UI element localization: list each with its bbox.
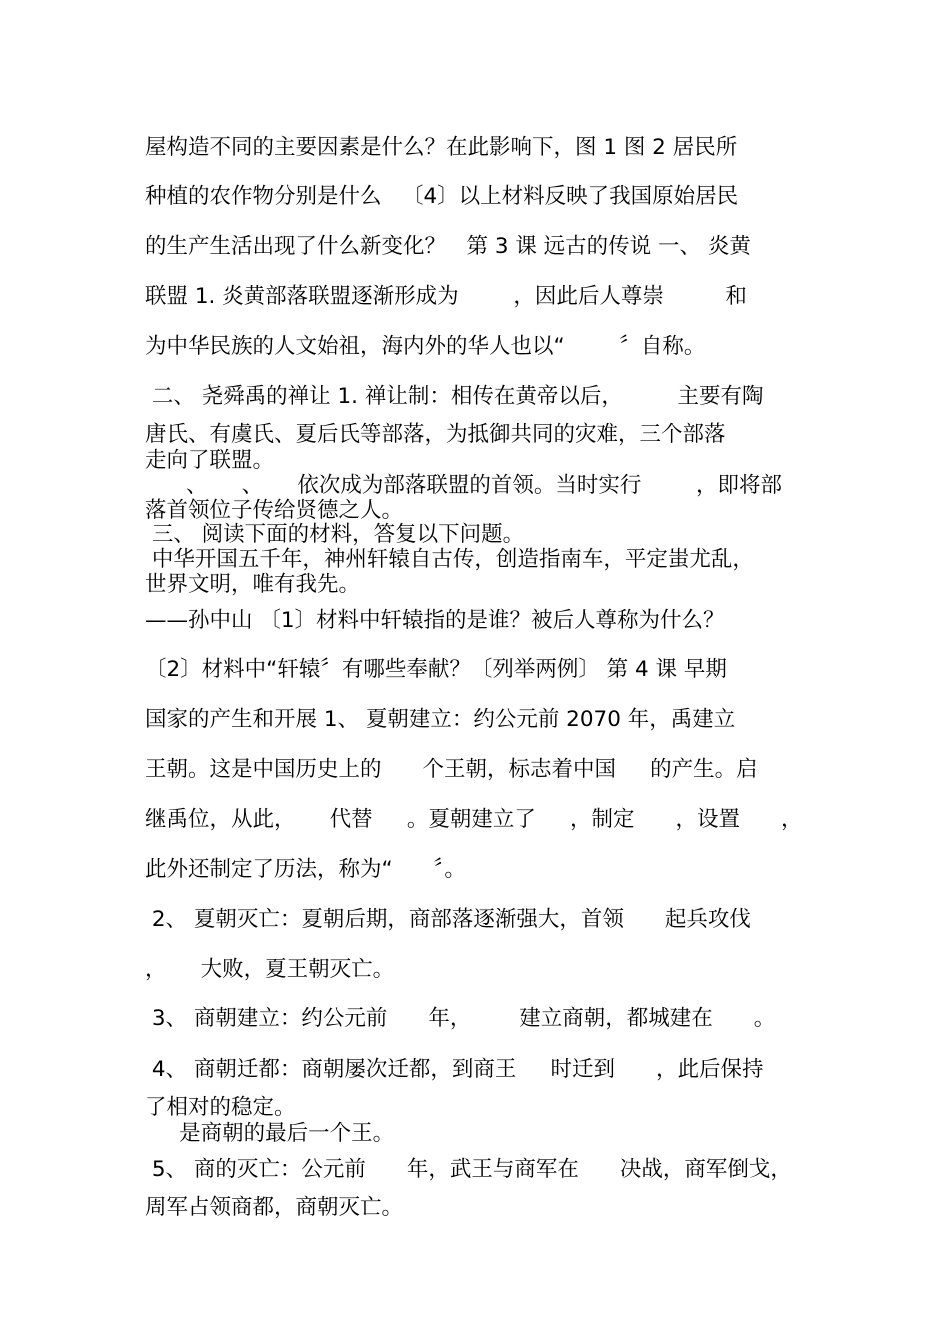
- text-line: 〔2〕材料中“轩辕〞有哪些奉献？〔列举两例〕 第 4 课 早期: [145, 657, 727, 682]
- text-line: ——孙中山 〔1〕材料中轩辕指的是谁？被后人尊称为什么？: [145, 608, 725, 633]
- text-line: 继禹位，从此， 代替 。夏朝建立了 ，制定 ，设置 ，: [145, 807, 803, 832]
- text-line: 中华开国五千年，神州轩辕自古传，创造指南车，平定蚩尤乱，: [145, 547, 754, 572]
- text-line: 2、 夏朝灭亡：夏朝后期，商部落逐渐强大，首领 起兵攻伐: [145, 907, 751, 932]
- text-line: 二、 尧舜禹的禅让 1. 禅让制：相传在黄帝以后， 主要有陶: [145, 384, 764, 409]
- text-line: 联盟 1. 炎黄部落联盟逐渐形成为 ，因此后人尊崇 和: [145, 284, 747, 309]
- text-line: 世界文明，唯有我先。: [145, 572, 361, 597]
- text-line: 落首领位子传给贤德之人。: [145, 498, 404, 523]
- text-line: 为中华民族的人文始祖，海内外的华人也以“ 〞自称。: [145, 334, 706, 359]
- text-line: 5、 商的灭亡：公元前 年，武王与商军在 决战，商军倒戈，: [145, 1157, 792, 1182]
- text-line: 种植的农作物分别是什么 〔4〕以上材料反映了我国原始居民: [145, 184, 739, 209]
- text-line: 王朝。这是中国历史上的 个王朝，标志着中国 的产生。启: [145, 757, 758, 782]
- text-line: 了相对的稳定。: [145, 1095, 296, 1120]
- text-line: 、 、 依次成为部落联盟的首领。当时实行 ，即将部: [145, 473, 783, 498]
- text-line: ， 大败，夏王朝灭亡。: [145, 957, 395, 982]
- text-line: 4、 商朝迁都：商朝屡次迁都，到商王 时迁到 ，此后保持: [145, 1057, 764, 1082]
- text-line: 此外还制定了历法，称为“ 〞。: [145, 857, 466, 882]
- text-line: 周军占领商都，商朝灭亡。: [145, 1195, 404, 1220]
- text-line: 屋构造不同的主要因素是什么？在此影响下，图 1 图 2 居民所: [145, 135, 738, 160]
- text-line: 3、 商朝建立：约公元前 年， 建立商朝，都城建在 。: [145, 1006, 776, 1031]
- text-line: 的生产生活出现了什么新变化？ 第 3 课 远古的传说 一、 炎黄: [145, 234, 751, 259]
- text-line: 走向了联盟。: [145, 448, 275, 473]
- text-line: 国家的产生和开展 1、 夏朝建立：约公元前 2070 年，禹建立: [145, 707, 736, 732]
- text-line: 三、 阅读下面的材料，答复以下问题。: [145, 522, 525, 547]
- text-line: 是商朝的最后一个王。: [145, 1121, 395, 1146]
- text-line: 唐氏、有虞氏、夏后氏等部落，为抵御共同的灾难，三个部落: [145, 422, 726, 447]
